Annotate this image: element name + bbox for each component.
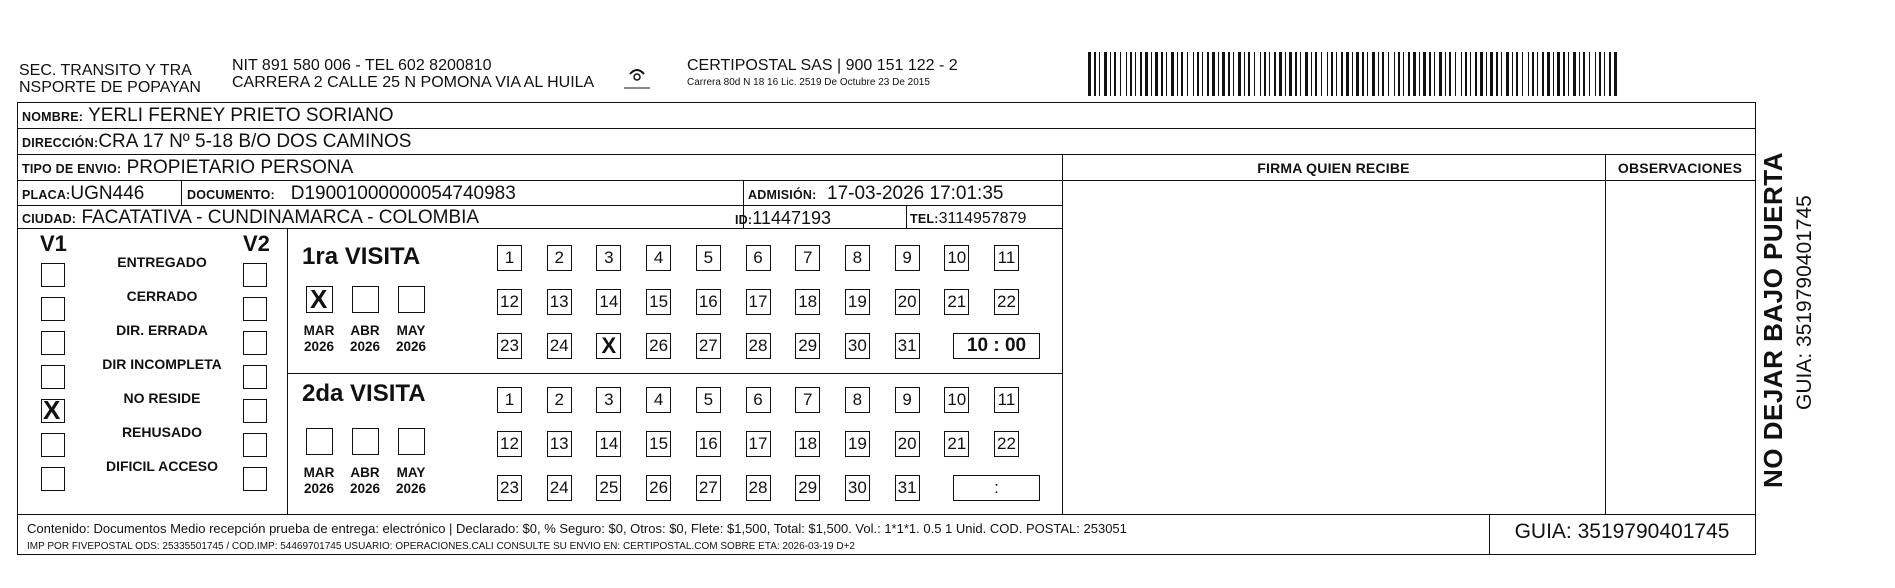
v2-checkbox[interactable] [243, 331, 267, 355]
month-checkbox[interactable] [352, 286, 379, 313]
day-box[interactable]: 4 [646, 245, 671, 271]
v1-checkbox[interactable] [41, 365, 65, 389]
id-label: ID: [735, 213, 753, 227]
day-box[interactable]: 19 [845, 431, 870, 457]
visit-option-label: ENTREGADO [117, 254, 207, 270]
day-box[interactable]: X [596, 333, 621, 359]
day-box[interactable]: 19 [845, 289, 870, 315]
month-label: ABR 2026 [349, 323, 381, 354]
day-box[interactable]: 31 [895, 333, 920, 359]
month-label: MAR 2026 [303, 323, 335, 354]
day-box[interactable]: 11 [994, 245, 1019, 271]
v2-checkbox[interactable] [243, 399, 267, 423]
day-box[interactable]: 15 [646, 431, 671, 457]
day-box[interactable]: 20 [895, 431, 920, 457]
direccion-row [22, 131, 411, 154]
month-checkbox[interactable] [398, 428, 425, 455]
day-box[interactable]: 26 [646, 475, 671, 501]
courier-info [687, 57, 958, 88]
month-checkbox[interactable] [398, 286, 425, 313]
month-checkbox[interactable] [306, 286, 333, 313]
courier-name: CERTIPOSTAL SAS | 900 151 122 - 2 [687, 57, 958, 74]
day-box[interactable]: 27 [696, 333, 721, 359]
ciudad-value: FACATATIVA - CUNDINAMARCA - COLOMBIA [81, 207, 480, 228]
day-box[interactable]: 12 [497, 431, 522, 457]
direccion-value: CRA 17 Nº 5-18 B/O DOS CAMINOS [98, 131, 412, 152]
sender-line-1: SEC. TRANSITO Y TRA [19, 62, 192, 79]
v1-checkbox[interactable] [41, 263, 65, 287]
day-box[interactable]: 3 [596, 387, 621, 413]
first-visit-title: 1ra VISITA [302, 243, 421, 270]
day-box[interactable]: 18 [795, 431, 820, 457]
day-box[interactable]: 14 [596, 289, 621, 315]
day-box[interactable]: 26 [646, 333, 671, 359]
day-box[interactable]: 13 [547, 289, 572, 315]
v2-checkbox[interactable] [243, 433, 267, 457]
day-box[interactable]: 23 [497, 333, 522, 359]
day-box[interactable]: 9 [895, 245, 920, 271]
v1-checkbox[interactable] [41, 395, 65, 425]
day-box[interactable]: 5 [696, 387, 721, 413]
day-box[interactable]: 8 [845, 245, 870, 271]
tel-row [910, 208, 1026, 230]
nombre-label: NOMBRE: [22, 110, 84, 124]
day-box[interactable]: 1 [497, 245, 522, 271]
day-box[interactable]: 25 [596, 475, 621, 501]
visit-option-label: CERRADO [126, 288, 198, 304]
day-box[interactable]: 21 [944, 289, 969, 315]
day-box[interactable]: 2 [547, 245, 572, 271]
footer-print-info: IMP POR FIVEPOSTAL ODS: 25335501745 / COD.IMP: 54469701745 USUARIO: OPERACIONES.CALI CONSULTE SU ENVIO EN: CERTIPOSTAL.COM SOBRE ETA: 2026-03-19 D+2 [27, 541, 855, 552]
barcode [1088, 52, 1622, 96]
admision-value: 17-03-2026 17:01:35 [827, 183, 1004, 204]
v2-checkbox[interactable] [243, 467, 267, 491]
footer-content: Contenido: Documentos Medio recepción prueba de entrega: electrónico | Declarado: $0, % Seguro: $0, Otros: $0, Flete: $1,500, Total: $1,500. Vol.: 1*1*1. 0.5 1 Unid. COD. POSTAL: 253051 [27, 521, 1127, 536]
sender-line-2: NSPORTE DE POPAYAN [19, 79, 201, 96]
month-mark: X [310, 284, 328, 314]
day-box[interactable]: 24 [547, 333, 572, 359]
courier-address: Carrera 80d N 18 16 Lic. 2519 De Octubre 23 De 2015 [687, 77, 930, 88]
id-value: 11447193 [752, 208, 832, 228]
visit-option-label: DIR INCOMPLETA [102, 356, 222, 372]
day-box[interactable]: 24 [547, 475, 572, 501]
v1-checkbox[interactable] [41, 331, 65, 355]
visit-option-label: NO RESIDE [123, 390, 201, 406]
day-box[interactable]: 7 [795, 245, 820, 271]
day-box[interactable]: 22 [994, 431, 1019, 457]
day-box[interactable]: 8 [845, 387, 870, 413]
nombre-value: YERLI FERNEY PRIETO SORIANO [88, 105, 394, 126]
v2-checkbox[interactable] [243, 297, 267, 321]
day-box[interactable]: 17 [746, 431, 771, 457]
v1-label: V1 [40, 231, 67, 256]
frame-divider [1755, 102, 1756, 514]
documento-value: D19001000000054740983 [290, 183, 516, 204]
day-box[interactable]: 2 [547, 387, 572, 413]
tel-label: TEL: [910, 212, 939, 226]
v1-check-mark: X [43, 395, 61, 425]
id-row [735, 207, 831, 231]
day-box[interactable]: 30 [845, 475, 870, 501]
nombre-row [22, 105, 394, 128]
admision-row [748, 183, 1003, 206]
sender-info [232, 57, 594, 91]
day-box[interactable]: 20 [895, 289, 920, 315]
day-box[interactable]: 16 [696, 289, 721, 315]
second-visit-time[interactable]: : [953, 475, 1040, 501]
side-warning: NO DEJAR BAJO PUERTA [1758, 151, 1788, 488]
month-checkbox[interactable] [306, 428, 333, 455]
day-box[interactable]: 5 [696, 245, 721, 271]
day-box[interactable]: 22 [994, 289, 1019, 315]
day-box[interactable]: 7 [795, 387, 820, 413]
month-label: MAY 2026 [395, 465, 427, 496]
side-guia: GUIA: 3519790401745 [1793, 195, 1816, 410]
v2-checkbox[interactable] [243, 263, 267, 287]
day-box[interactable]: 4 [646, 387, 671, 413]
admision-label: ADMISIÓN: [748, 188, 817, 202]
month-label: MAR 2026 [303, 465, 335, 496]
day-box[interactable]: 28 [746, 333, 771, 359]
sender-address: CARRERA 2 CALLE 25 N POMONA VIA AL HUILA [232, 74, 595, 91]
day-box[interactable]: 14 [596, 431, 621, 457]
v1-checkbox[interactable] [41, 297, 65, 321]
v2-label: V2 [243, 231, 270, 256]
sender-nit: NIT 891 580 006 - TEL 602 8200810 [232, 57, 492, 74]
day-box[interactable]: 13 [547, 431, 572, 457]
day-box[interactable]: 27 [696, 475, 721, 501]
day-box[interactable]: 3 [596, 245, 621, 271]
day-box[interactable]: 29 [795, 475, 820, 501]
day-box[interactable]: 17 [746, 289, 771, 315]
tipo-value: PROPIETARIO PERSONA [126, 157, 354, 178]
visit-option-label: DIFICIL ACCESO [105, 458, 218, 474]
direccion-label: DIRECCIÓN: [22, 136, 99, 150]
firma-label: FIRMA QUIEN RECIBE [1257, 160, 1410, 176]
certipostal-logo-icon [618, 64, 656, 94]
day-box[interactable]: 18 [795, 289, 820, 315]
observaciones-label: OBSERVACIONES [1617, 160, 1743, 176]
sender-name [19, 62, 201, 96]
second-visit-title: 2da VISITA [302, 380, 426, 407]
tipo-row [22, 157, 353, 180]
visit-option-label: DIR. ERRADA [116, 322, 208, 338]
day-box[interactable]: 10 [944, 387, 969, 413]
tipo-label: TIPO DE ENVIO: [22, 162, 122, 176]
day-box[interactable]: 12 [497, 289, 522, 315]
v1-checkbox[interactable] [41, 467, 65, 491]
month-label: MAY 2026 [395, 323, 427, 354]
month-label: ABR 2026 [349, 465, 381, 496]
day-box[interactable]: 10 [944, 245, 969, 271]
day-box[interactable]: 1 [497, 387, 522, 413]
day-box[interactable]: 11 [994, 387, 1019, 413]
day-box[interactable]: 23 [497, 475, 522, 501]
day-box[interactable]: 15 [646, 289, 671, 315]
day-box[interactable]: 28 [746, 475, 771, 501]
day-box[interactable]: 30 [845, 333, 870, 359]
day-box[interactable]: 29 [795, 333, 820, 359]
day-box[interactable]: 21 [944, 431, 969, 457]
tel-value: 3114957879 [938, 210, 1027, 227]
day-box[interactable]: 6 [746, 245, 771, 271]
v2-checkbox[interactable] [243, 365, 267, 389]
first-visit-time[interactable]: 10 : 00 [953, 333, 1040, 359]
day-box[interactable]: 9 [895, 387, 920, 413]
month-checkbox[interactable] [352, 428, 379, 455]
day-box[interactable]: 31 [895, 475, 920, 501]
day-box[interactable]: 16 [696, 431, 721, 457]
ciudad-row [22, 207, 479, 230]
footer-guia: GUIA: 3519790401745 [1514, 520, 1730, 543]
documento-row [187, 183, 516, 206]
visit-option-label: REHUSADO [121, 424, 203, 440]
placa-label: PLACA: [22, 188, 71, 202]
documento-label: DOCUMENTO: [187, 188, 275, 202]
ciudad-label: CIUDAD: [22, 212, 77, 226]
placa-row [22, 183, 144, 206]
v1-checkbox[interactable] [41, 433, 65, 457]
placa-value: UGN446 [70, 183, 145, 204]
day-box[interactable]: 6 [746, 387, 771, 413]
